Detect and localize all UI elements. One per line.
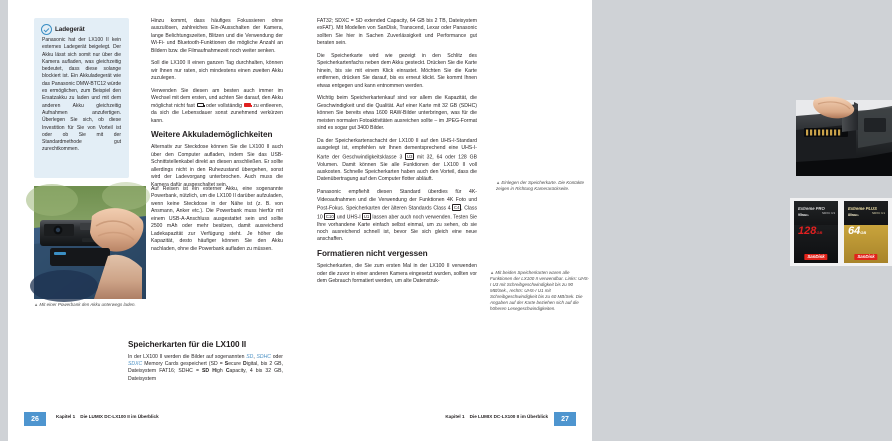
- card-slot-illustration: [796, 100, 892, 176]
- sd-card-extreme-pro: [794, 201, 838, 263]
- battery-text-part1: Verwenden Sie diesen am besten auch immer im Wechsel mit dem ersten, und achten Sie darauf, den Akku möglichst nicht fast: [151, 88, 283, 109]
- sd-right-speed: [848, 213, 859, 217]
- sd-left-capacity-unit: GB: [816, 230, 823, 235]
- cards-c-bold: C: [225, 368, 230, 375]
- footer-title-left: Die LUMIX DC-LX100 II im Überblick: [80, 413, 159, 419]
- check-circle-icon: [41, 24, 52, 35]
- caption-text: Mit beiden Speicherkarten waren alle Funktionen der LX100 II verwendbar. Links: UHS-I U3 mit Schreibgeschwindigkeit bis zu 90 MB/Sek., rechts: UHS-I U1 mit Schreibgeschwindigkeit bis zu 60 MB/Sek. Die Angaben auf der Karte beziehen sich auf die höheren Lesegeschwindigkeiten.: [490, 270, 590, 311]
- battery-text-part3: zu entleeren, da sich die Lebensdauer sonst zunehmend verkürzen kann.: [151, 102, 283, 124]
- left-page-text-column: [151, 18, 283, 189]
- u3-symbol-icon: U3: [406, 153, 413, 159]
- sd-right-series: Extreme PLUS: [848, 206, 877, 211]
- sd-right-class-marks: SDXC U1: [871, 211, 885, 215]
- cards-sep1: ,: [253, 353, 255, 360]
- paragraph: Auf Reisen ist ein externer Akku, eine sogenannte Powerbank, nützlich, um die LX100 II darüber aufzuladen, wenn keine Steckdose in der Nähe ist (z. B. von Ansmann, Anker etc.). Die Powerbank muss hierfür mit einem USB-A-Anschluss ausgestattet sein und sollte 2500 mAh oder mehr besitzen, damit ausreichend Ladekapazität zur Verfügung steht. Je höher die Kapazität, desto häufiger können Sie den Akku nachladen, ohne die Powerbank aufladen zu müssen.: [151, 186, 283, 252]
- sd-left-capacity-value: 128: [798, 225, 817, 237]
- caption-text: Einlegen der Speicherkarte. Die Kontakte zeigen in Richtung Kamerarückseite.: [496, 180, 584, 191]
- sd-right-speed-value: 80: [848, 213, 852, 217]
- class-p2: , Class 10: [317, 205, 477, 221]
- class10-symbol-icon: C10: [325, 213, 334, 219]
- tip-box-title: Ladegerät: [55, 26, 85, 33]
- cards-p1: In der LX100 II werden die Bilder auf sogenannten: [128, 353, 245, 360]
- term-sdxc: SDXC: [128, 360, 143, 367]
- tip-box-text: Panasonic hat der LX100 II kein externes Ladegerät beigelegt. Der Akku lässt sich somit nur über die Kamera aufladen, was gleichzeitig bedeutet, dass diese solange blockiert ist. Ein Akkuladegerät wie das Panasonic DMW-BTC12 würde es ermöglichen, zum Beispiel den Ersatzakku zu laden und mit dem anderen Akku gleichzeitig Aufnahmen anzufertigen. Überlegen Sie sich, ob diese Investition für Sie von Vorteil ist oder ob Sie mit der Standardmethode gut zurechtkommen.: [42, 37, 121, 153]
- cards-p2: Memory Cards gespeichert (SD =: [144, 360, 223, 367]
- page-number-right: 27: [554, 412, 576, 426]
- sd-left-capacity: [798, 225, 822, 237]
- tip-box-ladegeraet: [34, 18, 129, 178]
- page-number-left: 26: [24, 412, 46, 426]
- footer-chapter-right: Kapitel 1: [445, 413, 465, 419]
- tip-box-body: [34, 37, 129, 160]
- footer-text-right: [445, 414, 548, 419]
- sd-right-capacity-unit: GB: [860, 230, 867, 235]
- sd-left-class-marks: SDXC U3: [821, 211, 835, 215]
- paragraph: Wichtig beim Speicherkartenkauf sind vor allem die Kapazität, die Geschwindigkeit und die Qualität. Auf einer Karte mit 32 GB (SDHC) können Sie bereits etwa 1600 RAW-Bilder unterbringen, was für die meisten normalen Fotoaktivitäten ausreichen sollte – im JPEG-Format sind es sogar gut 3400 Bilder.: [317, 95, 477, 132]
- left-page: [8, 0, 300, 441]
- paragraph-uhs: [317, 138, 477, 184]
- sd-right-capacity-value: 64: [848, 225, 861, 237]
- caption-marker: ▲: [34, 302, 39, 307]
- right-page-text-column: [317, 18, 477, 285]
- section-heading-akkulade: Weitere Akkulademöglichkeiten: [151, 130, 273, 140]
- footer-chapter-left: Kapitel 1: [56, 413, 76, 419]
- cards-oder: oder: [272, 353, 283, 360]
- right-page: [300, 0, 885, 441]
- powerbank-illustration: [34, 186, 146, 299]
- term-sdhc: SDHC: [256, 353, 271, 360]
- battery-text-part2: oder vollständig: [206, 102, 242, 109]
- paragraph-text: FAT32; SDXC = SD extended Capacity, 64 GB bis 2 TB, Dateisystem exFAT). Mit Modellen von SanDisk, Transcend, Lexar oder Panasonic sollten Sie hier in Sachen Zuverlässigkeit und Performance gut beraten sein.: [317, 18, 477, 47]
- paragraph-cards: [128, 354, 283, 384]
- paragraph: Die Speicherkarte wird wie gezeigt in den Schlitz des Speicherkartenfachs neben dem Akku gesteckt. Drücken Sie die Karte hinein, bis sie mit einem Klick einrastet. Möchten Sie die Karte entfernen, drücken Sie darauf, bis es erneut klickt. Sie kommt Ihnen etwas entgegen und kann entnommen werden.: [317, 53, 477, 89]
- caption-text: Mit einer Powerbank den Akku unterwegs laden.: [39, 302, 136, 307]
- class4-symbol-icon: C4: [453, 205, 460, 211]
- section-heading-formatieren: Formatieren nicht vergessen: [317, 249, 428, 259]
- cards-apacity: apacity: [229, 368, 246, 375]
- paragraph-class: [317, 189, 477, 244]
- sd-left-series: Extreme PRO: [798, 206, 825, 211]
- paragraph: Soll die LX100 II einen ganzen Tag durchhalten, können wir Ihnen nur raten, sich mindestens einen zweiten Akku zuzulegen.: [151, 60, 283, 82]
- battery-empty-icon: [197, 103, 204, 107]
- caption-marker: ▲: [490, 270, 495, 275]
- cards-p4: , 4 bis 32 GB, Dateisystem: [128, 368, 283, 382]
- left-page-footer: [8, 410, 300, 441]
- photo-card-slot: [796, 100, 892, 176]
- uhs-p1: Da der Speicherkartenschacht der LX100 II auf den UHS-I-Standard ausgelegt ist, empfehlen wir Ihnen dementsprechend eine UHS-I-Karte der Geschwindigkeitsklasse 3: [317, 137, 477, 161]
- caption-marker: ▲: [496, 180, 501, 185]
- cards-d-bold: D: [243, 360, 247, 367]
- left-page-text-column-cards: [128, 336, 283, 383]
- cards-igh: igh: [215, 368, 223, 375]
- left-page-text-column-lower: [151, 186, 283, 253]
- paragraph: [317, 18, 477, 48]
- sd-right-brand: SanDisk: [854, 254, 877, 260]
- sd-left-speed-unit: MB/s: [802, 213, 809, 217]
- sd-card-extreme-plus: [844, 201, 888, 263]
- class-p3: und UHS-I: [336, 214, 361, 221]
- paragraph-battery: [151, 88, 283, 125]
- caption-sd-cards: [490, 270, 590, 312]
- cards-igital: igital: [246, 360, 258, 367]
- right-page-footer: [300, 410, 592, 441]
- paragraph: Hinzu kommt, dass häufiges Fokussieren ohne auszulösen, zahlreiches Ein-/Ausschalten der Kamera, lange Belichtungszeiten, Blitzen und die Verwendung der Wi-Fi- und Bluetooth-Funktionen die mögliche Anzahl an Bildern bzw. die Filmaufnahmezeit noch weiter senken.: [151, 18, 283, 54]
- sd-left-speed: [798, 213, 809, 217]
- cards-sd-bold: SD: [202, 368, 210, 375]
- paragraph: Alternativ zur Steckdose können Sie die LX100 II auch über den Computer aufladen, indem Sie das USB-Schnittstellenkabel direkt an diesen anschließen. Er sollte allerdings nicht in den Ruhezustand übergehen, sonst wird der Ladevorgang unterbrochen. Auch muss die Kamera dafür ausgeschaltet sein.: [151, 144, 283, 188]
- tip-box-header: [34, 18, 129, 37]
- sd-right-capacity: [848, 225, 866, 237]
- cards-ecure: ecure: [228, 360, 241, 367]
- caption-powerbank: [34, 302, 146, 308]
- caption-card-slot: [496, 180, 594, 192]
- cards-p3: , bis 2 GB, Dateisystem FAT16; SDHC =: [128, 360, 283, 375]
- class-p1: Panasonic empfiehlt diesen Standard überdies für 4K-Videoaufnahmen und die Verwendung der Funktionen 4K Foto und Post-Fokus. Speicherkarten der älteren Standards Class 4: [317, 189, 477, 212]
- footer-title-right: Die LUMIX DC-LX100 II im Überblick: [469, 413, 548, 419]
- cards-h-bold: H: [212, 368, 216, 375]
- uhs-p2: mit 32, 64 oder 128 GB Volumen. Damit können Sie alle Funktionen der LX100 II voll auskosten. Schnelle Speicherkarten haben auch den Vorteil, dass die Datenübertragung auf den Computer flotter abläuft.: [317, 154, 477, 183]
- sd-left-speed-value: 95: [798, 213, 802, 217]
- sd-left-brand: SanDisk: [804, 254, 827, 260]
- battery-full-icon: [244, 103, 251, 107]
- cards-s-bold: S: [224, 360, 229, 367]
- class-p4: lassen aber auch noch verwenden. Testen Sie Ihre vorhandene Karte einfach selbst einmal, um zu sehen, ob sie noch ausreichend schnell ist, bevor Sie sich gleich eine neue anschaffen.: [317, 214, 477, 243]
- photo-powerbank: [34, 186, 146, 299]
- paragraph: Speicherkarten, die Sie zum ersten Mal in der LX100 II verwenden oder die zuvor in einer anderen Kamera eingesetzt wurden, sollten vor dem Gebrauch formatiert werden, um alte Datenstruk-: [317, 263, 477, 284]
- photo-sd-cards: [790, 198, 892, 266]
- term-sd: SD: [246, 353, 254, 360]
- sd-right-speed-unit: MB/s: [852, 213, 859, 217]
- u1-symbol-icon: U1: [363, 213, 370, 219]
- footer-text-left: [56, 414, 159, 419]
- section-heading-speicherkarten: Speicherkarten für die LX100 II: [128, 339, 247, 349]
